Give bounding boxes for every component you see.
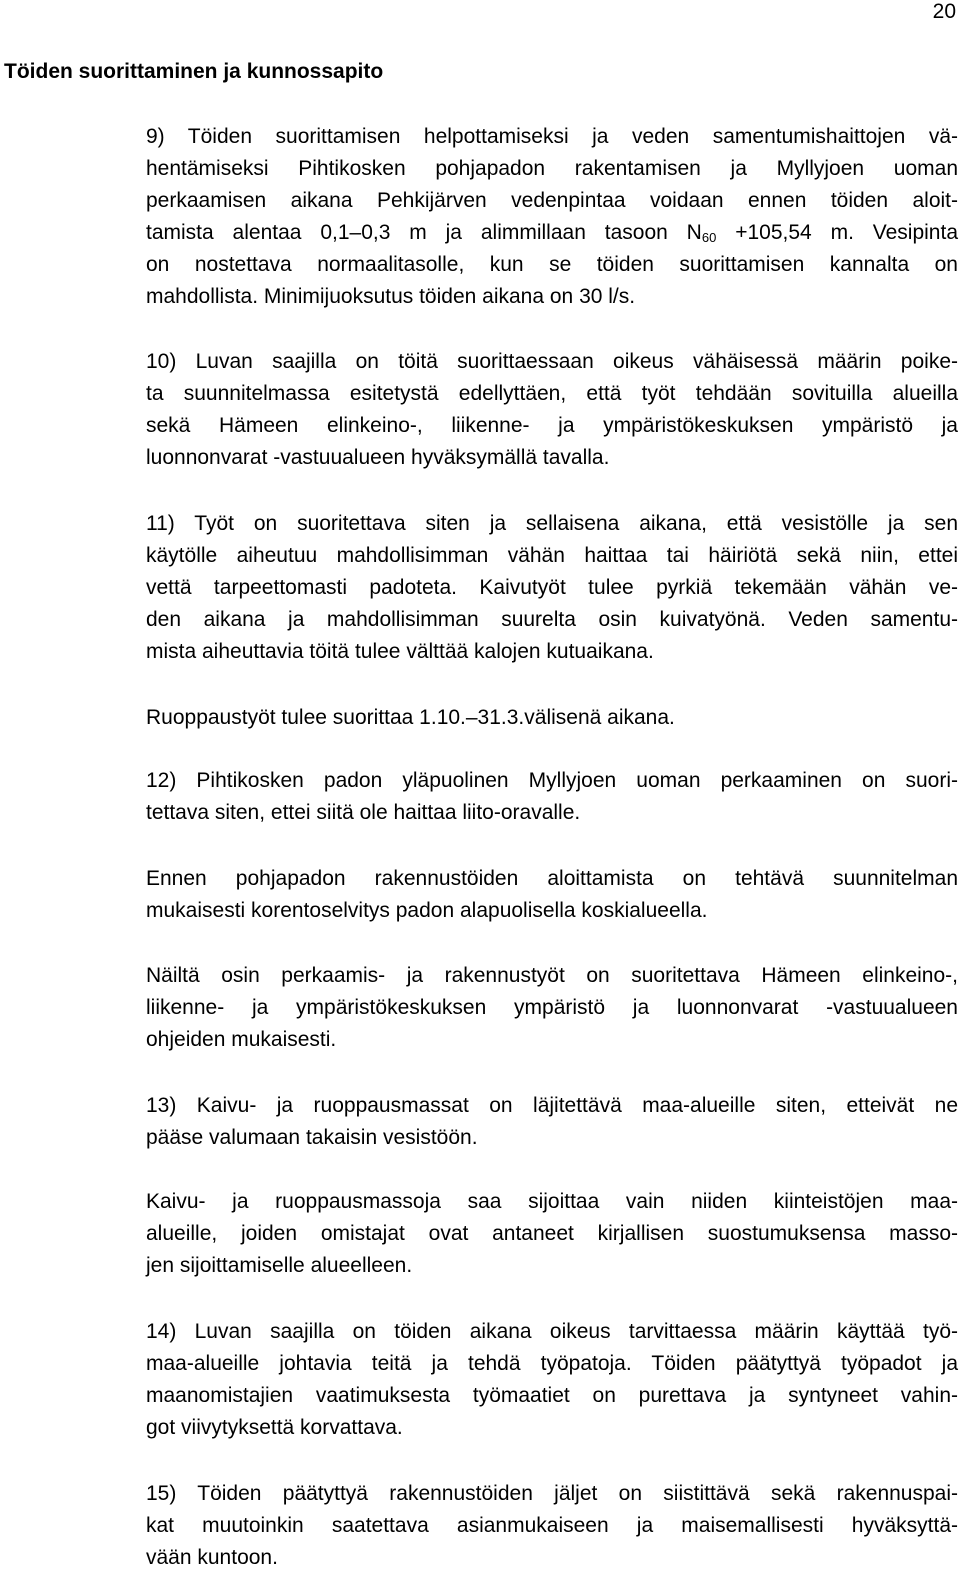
text-line: Näiltä osin perkaamis- ja rakennustyöt on suoritettava Hämeen elinkeino-, xyxy=(146,964,958,987)
paragraph-p12b xyxy=(146,863,958,927)
paragraph-text xyxy=(146,863,958,927)
text-line: hentämiseksi Pihtikosken pohjapadon rakentamisen ja Myllyjoen uoman xyxy=(146,157,958,180)
paragraph-p13 xyxy=(146,1090,958,1154)
paragraph-p12 xyxy=(146,765,958,829)
text-segment: tamista alentaa 0,1–0,3 m ja alimmillaan tasoon N xyxy=(146,221,702,244)
text-line: got viivytyksettä korvattava. xyxy=(146,1416,403,1439)
text-line: luonnonvarat -vastuualueen hyväksymällä tavalla. xyxy=(146,446,610,469)
paragraph-text xyxy=(146,346,958,474)
text-line: 9) Töiden suorittamisen helpottamiseksi ja veden samentumishaittojen vä- xyxy=(146,125,958,148)
text-line: tettava siten, ettei siitä ole haittaa liito-oravalle. xyxy=(146,801,581,824)
text-line: 14) Luvan saajilla on töiden aikana oikeus tarvittaessa määrin käyttää työ- xyxy=(146,1320,958,1343)
page-number: 20 xyxy=(932,0,956,23)
text-line: Ennen pohjapadon rakennustöiden aloittamista on tehtävä suunnitelman xyxy=(146,867,958,890)
paragraph-text xyxy=(146,1478,958,1574)
text-line: ohjeiden mukaisesti. xyxy=(146,1028,337,1051)
text-line: ta suunnitelmassa esitetystä edellyttäen, että työt tehdään sovituilla alueilla xyxy=(146,382,958,405)
text-line: sekä Hämeen elinkeino-, liikenne- ja ympäristökeskuksen ympäristö ja xyxy=(146,414,958,437)
paragraph-p13b xyxy=(146,1186,958,1282)
section-heading: Töiden suorittaminen ja kunnossapito xyxy=(4,60,384,83)
paragraph-text xyxy=(146,1090,958,1154)
paragraph-text xyxy=(146,702,958,734)
text-line: mukaisesti korentoselvitys padon alapuolisella koskialueella. xyxy=(146,899,708,922)
text-line: maanomistajien vaatimuksesta työmaatiet on purettava ja syntyneet vahin- xyxy=(146,1384,958,1407)
text-line: 10) Luvan saajilla on töitä suorittaessaan oikeus vähäisessä määrin poike- xyxy=(146,350,958,373)
text-line: mista aiheuttavia töitä tulee välttää kalojen kutuaikana. xyxy=(146,640,654,663)
paragraph-p11b xyxy=(146,702,958,734)
text-line: kat muutoinkin saatettava asianmukaiseen ja maisemallisesti hyväksyttä- xyxy=(146,1514,958,1537)
text-line: 13) Kaivu- ja ruoppausmassat on läjitettävä maa-alueille siten, etteivät ne xyxy=(146,1094,958,1117)
text-line: mahdollista. Minimijuoksutus töiden aikana on 30 l/s. xyxy=(146,285,636,308)
text-line: alueille, joiden omistajat ovat antaneet kirjallisen suostumuksensa masso- xyxy=(146,1222,958,1245)
text-line: Ruoppaustyöt tulee suorittaa 1.10.–31.3.välisenä aikana. xyxy=(146,706,675,729)
paragraph-p11 xyxy=(146,508,958,668)
paragraph-text xyxy=(146,960,958,1056)
text-line: den aikana ja mahdollisimman suurelta osin kuivatyönä. Veden samentu- xyxy=(146,608,958,631)
subscript: 60 xyxy=(701,230,717,245)
text-line: maa-alueille johtavia teitä ja tehdä työpatoja. Töiden päätyttyä työpadot ja xyxy=(146,1352,958,1375)
paragraph-text xyxy=(146,1316,958,1444)
paragraph-text xyxy=(146,508,958,668)
text-line: 12) Pihtikosken padon yläpuolinen Myllyjoen uoman perkaaminen on suori- xyxy=(146,769,958,792)
text-line: pääse valumaan takaisin vesistöön. xyxy=(146,1126,478,1149)
text-line: vettä tarpeettomasti padoteta. Kaivutyöt tulee pyrkiä tekemään vähän ve- xyxy=(146,576,958,599)
text-line: vään kuntoon. xyxy=(146,1546,278,1569)
paragraph-text xyxy=(146,1186,958,1282)
paragraph-p15 xyxy=(146,1478,958,1574)
text-line: liikenne- ja ympäristökeskuksen ympäristö ja luonnonvarat -vastuualueen xyxy=(146,996,958,1019)
paragraph-p12c xyxy=(146,960,958,1056)
text-line xyxy=(146,217,958,249)
paragraph-text xyxy=(146,765,958,829)
text-line: jen sijoittamiselle alueelleen. xyxy=(146,1254,413,1277)
text-line: Kaivu- ja ruoppausmassoja saa sijoittaa vain niiden kiinteistöjen maa- xyxy=(146,1190,958,1213)
text-line: 15) Töiden päätyttyä rakennustöiden jäljet on siistittävä sekä rakennuspai- xyxy=(146,1482,958,1505)
paragraph-p14 xyxy=(146,1316,958,1444)
text-line: perkaamisen aikana Pehkijärven vedenpintaa voidaan ennen töiden aloit- xyxy=(146,189,958,212)
paragraph-p9 xyxy=(146,121,958,313)
paragraph-p10 xyxy=(146,346,958,474)
text-line: 11) Työt on suoritettava siten ja sellaisena aikana, että vesistölle ja sen xyxy=(146,512,958,535)
text-line: käytölle aiheutuu mahdollisimman vähän haittaa tai häiriötä sekä niin, ettei xyxy=(146,544,958,567)
paragraph-text xyxy=(146,121,958,313)
text-line: on nostettava normaalitasolle, kun se töiden suorittamisen kannalta on xyxy=(146,253,958,276)
text-segment: +105,54 m. Vesipinta xyxy=(716,221,959,244)
